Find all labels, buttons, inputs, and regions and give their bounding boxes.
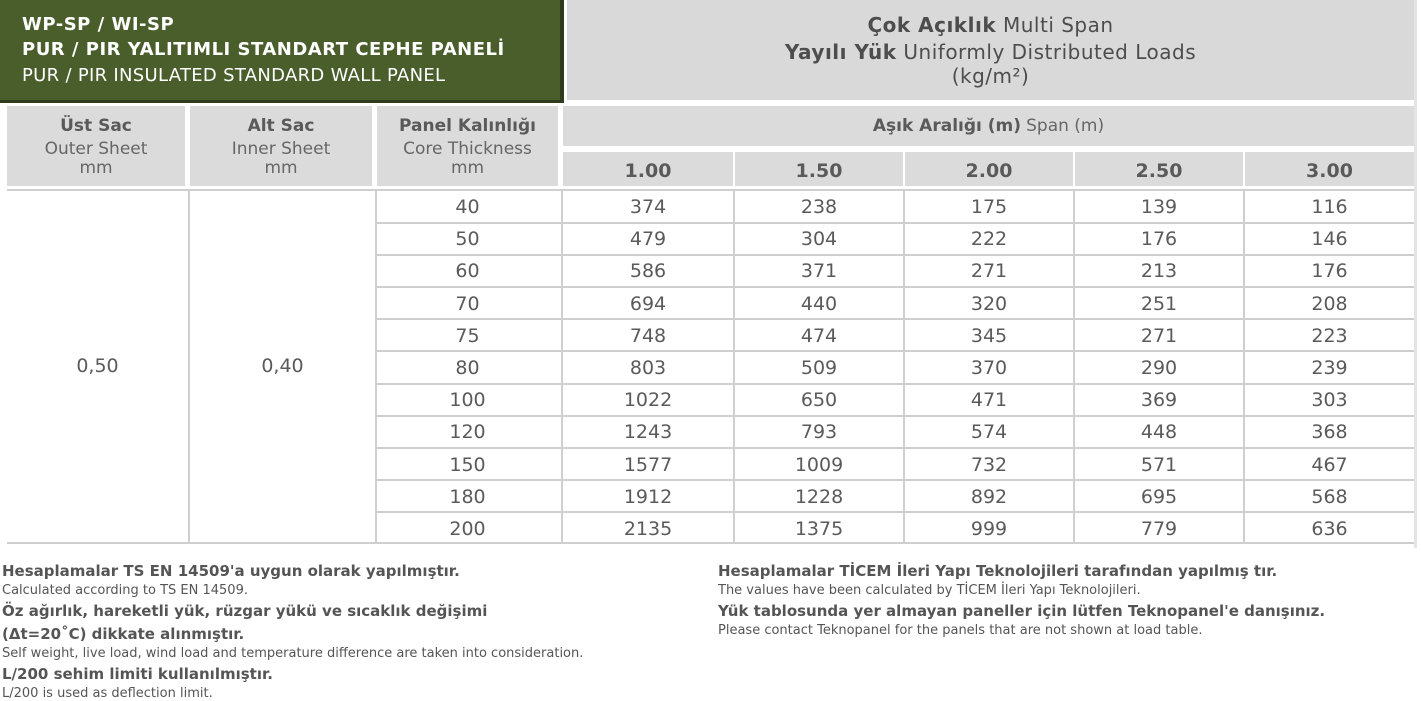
core-thickness-cell: 60 [455, 260, 480, 283]
inner-sheet-tr: Alt Sac [247, 116, 315, 136]
column-divider [1073, 191, 1075, 542]
span-header-cell: 1.00 [563, 152, 733, 186]
inner-sheet-unit: mm [264, 158, 298, 178]
core-thickness-cell: 100 [449, 389, 486, 412]
load-value-cell: 574 [970, 421, 1008, 444]
core-thickness-cell: 150 [449, 453, 486, 476]
load-unit: (kg/m²) [951, 64, 1030, 88]
load-value-cell: 370 [970, 357, 1008, 379]
span-type [567, 13, 1414, 37]
col-header-outer-sheet [7, 106, 185, 186]
load-value-cell: 368 [1311, 421, 1348, 444]
note-contact-en: Please contact Teknopanel for the panels that are not shown at load table. [718, 623, 1203, 638]
load-value-cell: 779 [1140, 518, 1178, 540]
load-value-cell: 803 [629, 357, 667, 379]
load-value-cell: 345 [970, 324, 1008, 347]
inner-sheet-value: 0,40 [261, 355, 304, 377]
product-title-tr: PUR / PIR YALITIMLI STANDART CEPHE PANELİ [22, 39, 505, 60]
table-row [377, 384, 1414, 416]
load-value-cell: 568 [1311, 485, 1348, 508]
column-divider [903, 191, 905, 542]
load-value-cell: 1009 [794, 453, 844, 476]
load-value-cell: 175 [970, 196, 1008, 218]
col-header-span [563, 106, 1414, 146]
table-row [377, 191, 1414, 223]
note-loads-tr-2: (Δt=20˚C) dikkate alınmıştır. [2, 625, 245, 643]
load-value-cell: 694 [629, 292, 667, 315]
load-value-cell: 290 [1140, 357, 1178, 379]
load-value-cell: 223 [1311, 324, 1348, 347]
load-value-cell: 1243 [623, 421, 673, 444]
core-thickness-cell: 80 [455, 357, 480, 379]
note-standard-tr: Hesaplamalar TS EN 14509'a uygun olarak yapılmıştır. [2, 562, 460, 580]
load-value-cell: 479 [629, 228, 667, 251]
load-value-cell: 1577 [623, 453, 673, 476]
load-value-cell: 176 [1140, 228, 1178, 251]
load-value-cell: 271 [1140, 324, 1178, 347]
load-value-cell: 471 [970, 389, 1008, 412]
load-value-cell: 1912 [623, 485, 673, 508]
span-type-en: Multi Span [1002, 13, 1114, 37]
load-value-cell: 695 [1140, 485, 1178, 508]
load-value-cell: 636 [1311, 518, 1348, 540]
load-type [567, 40, 1414, 64]
load-value-cell: 586 [629, 260, 667, 283]
span-header-cell: 3.00 [1245, 152, 1414, 186]
col-header-core-thickness [377, 106, 558, 186]
table-row [377, 352, 1414, 384]
load-value-cell: 116 [1311, 196, 1348, 218]
outer-sheet-value: 0,50 [76, 355, 119, 377]
product-code: WP-SP / WI-SP [22, 14, 175, 35]
table-row [377, 481, 1414, 513]
load-value-cell: 238 [800, 196, 838, 218]
table-right-edge [1414, 0, 1417, 548]
core-thickness-cell: 50 [455, 228, 480, 251]
core-thickness-tr: Panel Kalınlığı [399, 116, 536, 136]
load-value-cell: 1228 [794, 485, 844, 508]
span-header-tr: Aşık Aralığı (m) [872, 116, 1022, 136]
table-row [377, 255, 1414, 287]
table-row [377, 320, 1414, 352]
load-value-cell: 208 [1311, 292, 1348, 315]
core-thickness-cell: 40 [455, 196, 480, 218]
load-value-cell: 999 [970, 518, 1008, 540]
note-calc-en: The values have been calculated by TİCEM İleri Yapı Teknolojileri. [718, 583, 1141, 598]
note-loads-en: Self weight, live load, wind load and temperature difference are taken into consideration. [2, 646, 584, 661]
table-row [377, 513, 1414, 545]
span-header-cell: 1.50 [735, 152, 903, 186]
column-divider [561, 191, 563, 542]
note-deflection-tr: L/200 sehim limiti kullanılmıştır. [2, 665, 273, 683]
load-value-cell: 176 [1311, 260, 1348, 283]
note-standard-en: Calculated according to TS EN 14509. [2, 583, 248, 598]
load-value-cell: 509 [800, 357, 838, 379]
inner-sheet-en: Inner Sheet [231, 139, 331, 159]
load-value-cell: 213 [1140, 260, 1178, 283]
load-value-cell: 793 [800, 421, 838, 444]
load-type-header [567, 0, 1417, 100]
load-value-cell: 467 [1311, 453, 1348, 476]
table-row [377, 223, 1414, 255]
load-value-cell: 650 [800, 389, 838, 412]
load-value-cell: 304 [800, 228, 838, 251]
load-type-tr: Yayılı Yük [784, 40, 897, 64]
span-header-cell: 2.00 [905, 152, 1073, 186]
load-value-cell: 1375 [794, 518, 844, 540]
load-type-en: Uniformly Distributed Loads [903, 40, 1197, 64]
load-value-cell: 1022 [623, 389, 673, 412]
load-value-cell: 146 [1311, 228, 1348, 251]
load-value-cell: 2135 [623, 518, 673, 540]
col-header-inner-sheet [190, 106, 372, 186]
load-value-cell: 369 [1140, 389, 1178, 412]
note-contact-tr: Yük tablosunda yer almayan paneller için lütfen Teknopanel'e danışınız. [718, 602, 1326, 620]
load-value-cell: 474 [800, 324, 838, 347]
core-thickness-cell: 120 [449, 421, 486, 444]
span-type-tr: Çok Açıklık [867, 13, 997, 37]
core-thickness-cell: 200 [449, 518, 486, 540]
core-thickness-unit: mm [450, 158, 485, 178]
table-row [377, 288, 1414, 320]
table-row [377, 449, 1414, 481]
table-row [377, 416, 1414, 448]
note-calc-tr: Hesaplamalar TİCEM İleri Yapı Teknolojileri tarafından yapılmış tır. [718, 562, 1278, 580]
core-thickness-en: Core Thickness [403, 139, 532, 159]
load-value-cell: 440 [800, 292, 838, 315]
load-value-cell: 448 [1140, 421, 1178, 444]
span-header-cell: 2.50 [1075, 152, 1243, 186]
load-value-cell: 271 [970, 260, 1008, 283]
outer-sheet-en: Outer Sheet [44, 139, 148, 159]
outer-sheet-unit: mm [79, 158, 113, 178]
load-value-cell: 571 [1140, 453, 1178, 476]
outer-sheet-tr: Üst Sac [60, 116, 132, 136]
load-value-cell: 732 [970, 453, 1008, 476]
load-value-cell: 303 [1311, 389, 1348, 412]
load-value-cell: 139 [1140, 196, 1178, 218]
load-value-cell: 374 [629, 196, 667, 218]
note-deflection-en: L/200 is used as deflection limit. [2, 686, 213, 701]
load-value-cell: 371 [800, 260, 838, 283]
span-header-en: Span (m) [1026, 116, 1105, 136]
load-value-cell: 892 [970, 485, 1008, 508]
core-thickness-cell: 180 [449, 485, 486, 508]
load-value-cell: 748 [629, 324, 667, 347]
note-loads-tr: Öz ağırlık, hareketli yük, rüzgar yükü ve sıcaklık değişimi [2, 602, 488, 620]
load-value-cell: 320 [970, 292, 1008, 315]
title-box [0, 0, 564, 103]
column-divider [1243, 191, 1245, 542]
load-value-cell: 239 [1311, 357, 1348, 379]
product-title-en: PUR / PIR INSULATED STANDARD WALL PANEL [22, 65, 446, 86]
column-divider [733, 191, 735, 542]
core-thickness-cell: 70 [455, 292, 480, 315]
load-value-cell: 222 [970, 228, 1008, 251]
core-thickness-cell: 75 [455, 324, 480, 347]
load-value-cell: 251 [1140, 292, 1178, 315]
